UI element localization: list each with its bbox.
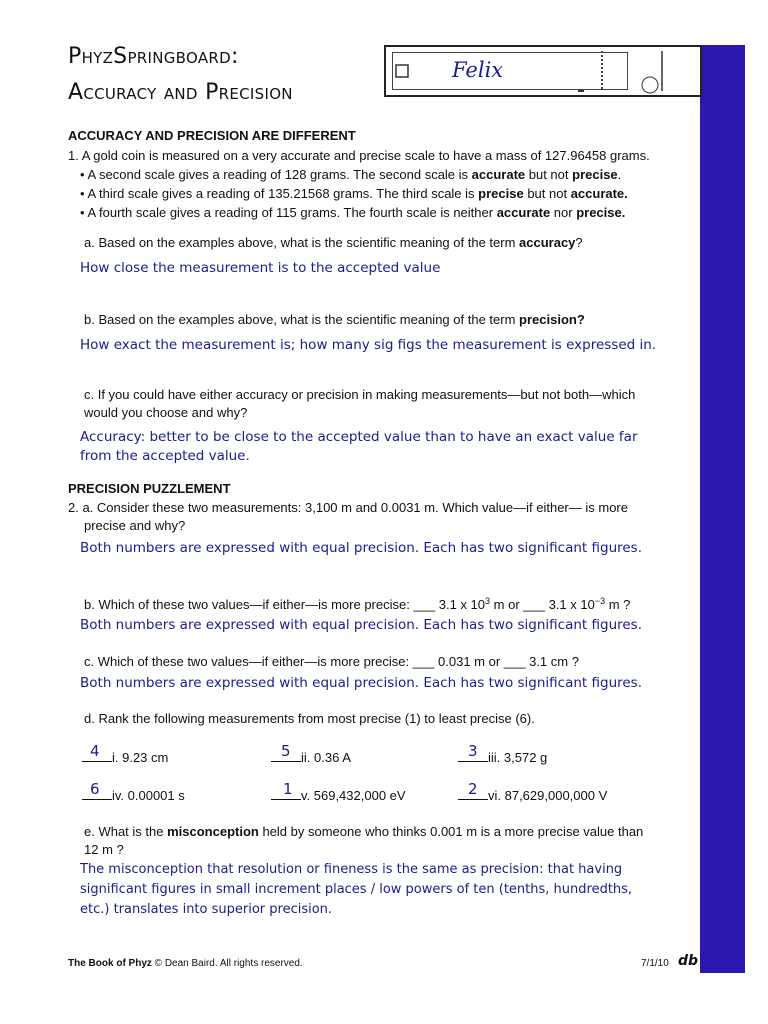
bullet3-mid: but not [523,186,571,201]
rank-item[interactable] [458,780,658,804]
rank-item[interactable] [82,780,252,804]
answer-1b: How exact the measurement is; how many sig figs the measurement is expressed in. [80,337,657,353]
answer-2b: Both numbers are expressed with equal precision. Each has two significant figures. [80,617,643,633]
rank-blank[interactable] [458,747,488,762]
bullet2-end: . [617,167,622,182]
bullet3-bold2: accurate. [570,186,628,201]
q1b-bold: precision? [519,312,585,327]
rank-value: 5 [281,742,291,760]
answer-1c-line1: Accuracy: better to be close to the accepted value than to have an exact value far [80,429,638,445]
q1a-bold: accuracy [519,235,576,250]
answer-2e-line1: The misconception that resolution or fineness is the same as precision: that having [80,862,623,877]
q2e-bold: misconception [167,824,259,839]
rank-label: i. 9.23 cm [112,750,169,765]
rank-label-row [458,785,607,805]
question-2b [84,596,630,614]
rank-item[interactable] [458,742,638,766]
page-title-line2: Accuracy and Precision [68,80,293,105]
bullet2-bold2: precise [572,167,618,182]
door-drawing [384,45,702,97]
bullet-second-scale [80,166,621,184]
question-1c-line2: would you choose and why? [84,405,248,420]
rank-blank[interactable] [271,747,301,762]
bullet3-bold1: precise [478,186,524,201]
bullet4-mid: nor [550,205,577,220]
q1b-text: b. Based on the examples above, what is the scientific meaning of the term [84,312,520,327]
question-2a-line2: precise and why? [84,518,186,533]
footer-copyright: © Dean Baird. All rights reserved. [151,958,303,969]
rank-label-row [458,747,547,767]
question-2e-line2: 12 m ? [84,842,124,857]
rank-label-row [271,785,406,805]
answer-1a: How close the measurement is to the accepted value [80,260,441,276]
question-1c-line1: c. If you could have either accuracy or precision in making measurements—but not both—which [84,387,636,402]
rank-label: ii. 0.36 A [301,750,351,765]
bullet4-text: • A fourth scale gives a reading of 115 grams. The fourth scale is neither [80,205,497,220]
door-knob-shape [642,77,658,93]
rank-value: 3 [468,742,478,760]
q1a-end: ? [575,235,583,250]
rank-item[interactable] [271,780,451,804]
answer-2e-line2: significant figures in small increment places / low powers of ten (tenths, hundredths, [80,882,633,897]
rank-label-row [82,747,168,767]
rank-blank[interactable] [271,785,301,800]
answer-2a: Both numbers are expressed with equal precision. Each has two significant figures. [80,540,643,556]
bullet-third-scale [80,185,628,203]
q2b-exponent2: −3 [594,596,606,606]
answer-2c: Both numbers are expressed with equal precision. Each has two significant figures. [80,675,643,691]
rank-blank[interactable] [458,785,488,800]
q1a-text: a. Based on the examples above, what is the scientific meaning of the term [84,235,520,250]
footer-credit [68,958,303,969]
q2b-mid: m or ___ 3.1 x 10 [490,597,595,612]
bullet2-bold1: accurate [471,167,526,182]
q2e-end: held by someone who thinks 0.001 m is a more precise value than [258,824,644,839]
question-2a-line1: 2. a. Consider these two measurements: 3,100 m and 0.0031 m. Which value—if either— is more [68,500,628,515]
bullet2-text: • A second scale gives a reading of 128 grams. The second scale is [80,167,472,182]
answer-1c-line2: from the accepted value. [80,448,250,464]
section2-heading: PRECISION PUZZLEMENT [68,481,231,496]
question-2e-line1 [84,823,643,841]
footer-logo: db [678,953,699,969]
rank-blank[interactable] [82,747,112,762]
student-name: Felix [452,58,504,82]
rank-label: vi. 87,629,000,000 V [488,788,608,803]
footer-book-title: The Book of Phyz [68,958,152,969]
rank-blank[interactable] [82,785,112,800]
page-title-line1: PhyzSpringboard: [68,44,239,69]
side-color-bar [700,45,745,973]
rank-value: 2 [468,780,478,798]
answer-2e-line3: etc.) translates into superior precision. [80,902,333,917]
bullet4-bold1: accurate [496,205,551,220]
rank-value: 1 [283,780,293,798]
rank-label: v. 569,432,000 eV [301,788,406,803]
question-1b [84,311,585,329]
rank-label: iv. 0.00001 s [112,788,185,803]
footer-date: 7/1/10 [641,958,669,969]
rank-label-row [82,785,185,805]
q1-intro: 1. A gold coin is measured on a very accurate and precise scale to have a mass of 127.96458 grams. [68,148,650,163]
question-2c: c. Which of these two values—if either—is more precise: ___ 0.031 m or ___ 3.1 cm ? [84,654,579,669]
rank-label: iii. 3,572 g [488,750,548,765]
bullet3-text: • A third scale gives a reading of 135.21568 grams. The third scale is [80,186,479,201]
q2b-end: m ? [605,597,631,612]
bullet-fourth-scale [80,204,625,222]
rank-item[interactable] [82,742,252,766]
rank-value: 4 [90,742,100,760]
question-2d: d. Rank the following measurements from most precise (1) to least precise (6). [84,711,535,726]
bullet2-mid: but not [525,167,573,182]
q2b-text: b. Which of these two values—if either—is more precise: ___ 3.1 x 10 [84,597,486,612]
rank-label-row [271,747,351,767]
question-1a [84,234,583,252]
rank-value: 6 [90,780,100,798]
door-handle-shape [396,65,408,77]
bullet4-bold2: precise. [576,205,626,220]
section1-heading: ACCURACY AND PRECISION ARE DIFFERENT [68,128,356,143]
q2e-text: e. What is the [84,824,168,839]
q2b-exponent1: 3 [485,596,491,606]
rank-item[interactable] [271,742,441,766]
